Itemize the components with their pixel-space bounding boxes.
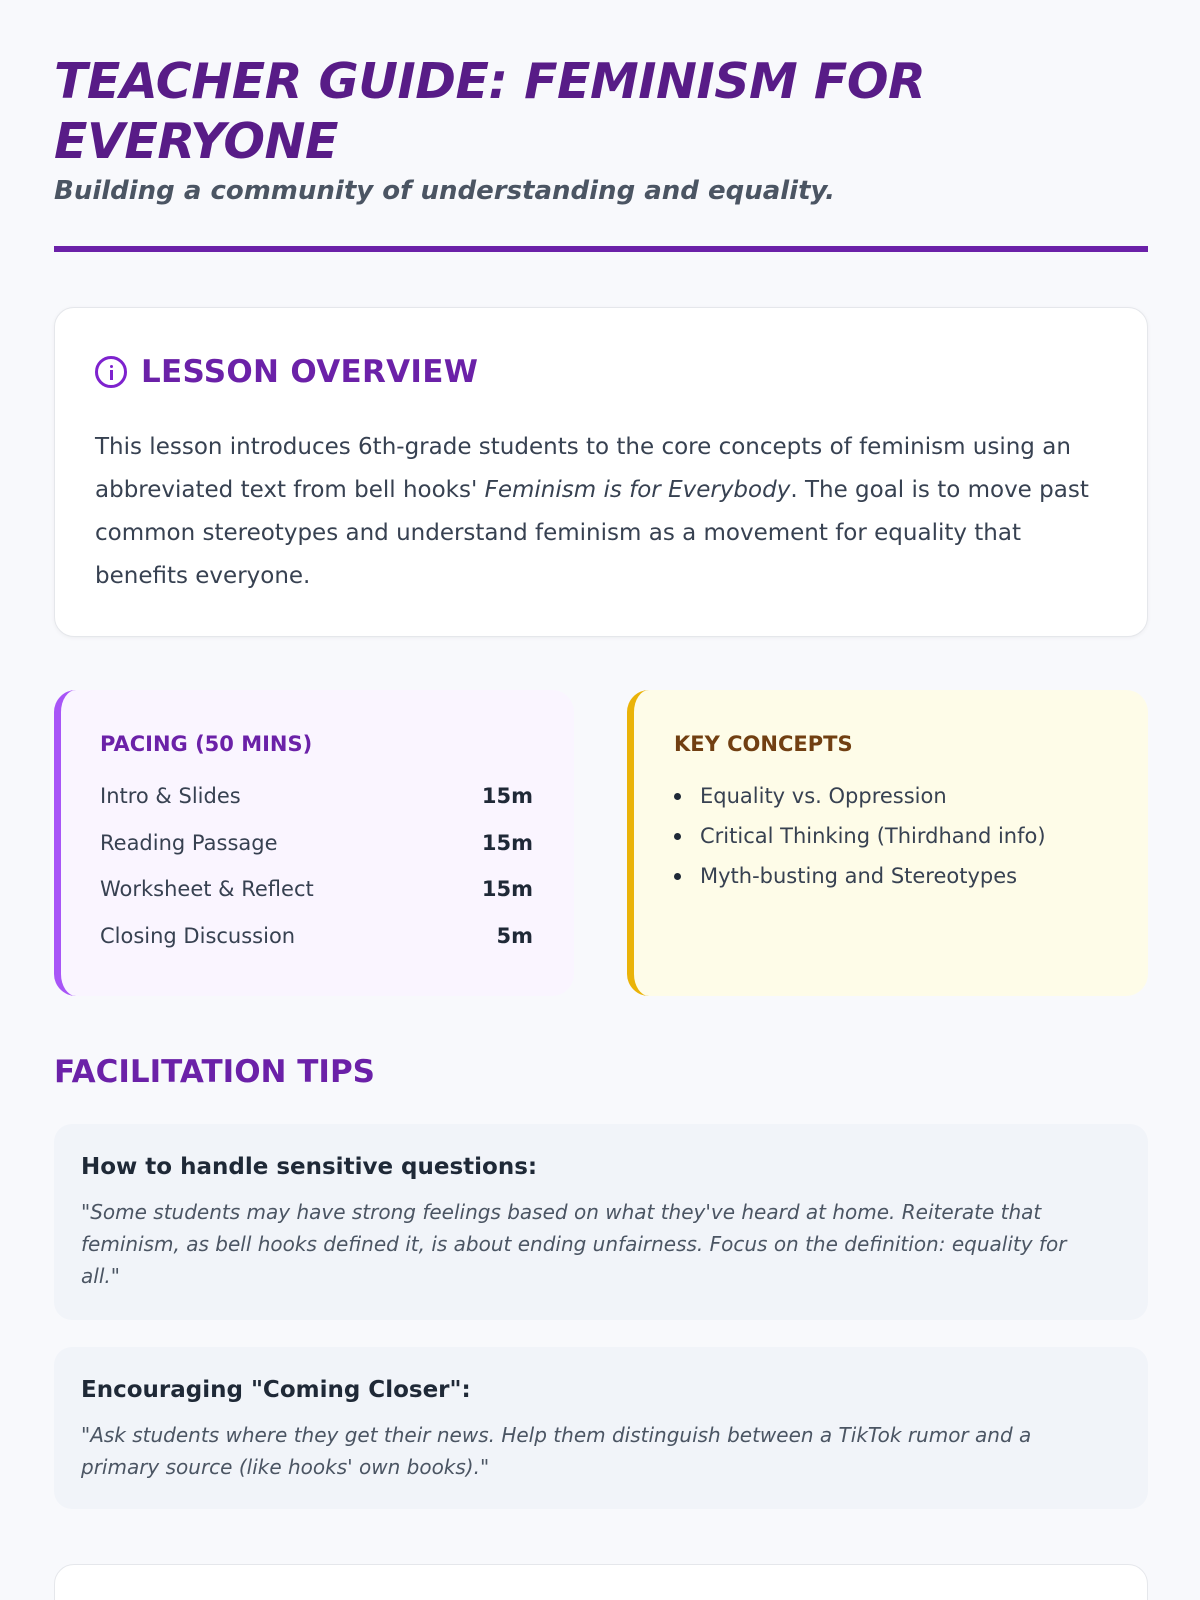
pacing-title: PACING (50 MINS) (100, 732, 313, 756)
tip-body: "Some students may have strong feelings based on what they've heard at home. Reiterate that feminism, as bell hooks defined it, is about ending unfairness. Focus on the definition: equality for all." (81, 1200, 1067, 1288)
concept-text: Myth-busting and Stereotypes (700, 864, 1018, 888)
facilitation-tips-title: FACILITATION TIPS (54, 1054, 376, 1090)
pacing-row (100, 784, 533, 808)
key-concepts-title: KEY CONCEPTS (674, 732, 853, 756)
lesson-overview-header (95, 354, 478, 390)
info-icon (95, 356, 127, 388)
bullet-icon (674, 793, 681, 800)
concept-text: Critical Thinking (Thirdhand info) (700, 824, 1046, 848)
book-title: Feminism is for Everybody (484, 477, 791, 503)
pacing-activity: Reading Passage (100, 831, 278, 855)
concept-item (674, 824, 1046, 848)
lesson-overview-text (95, 426, 1115, 598)
concept-item (674, 864, 1017, 888)
pacing-duration: 15m (481, 784, 533, 808)
header-divider (54, 246, 1148, 252)
pacing-activity: Intro & Slides (100, 784, 241, 808)
pacing-card (54, 690, 574, 996)
tip-card (54, 1347, 1148, 1509)
tip-heading: Encouraging "Coming Closer": (81, 1377, 471, 1403)
pacing-row (100, 831, 533, 855)
pacing-duration: 15m (481, 877, 533, 901)
concept-text: Equality vs. Oppression (700, 784, 947, 808)
overview-text-end: . The goal is to move past common stereotypes and understand feminism as a movement for equality that benefits everyone. (95, 477, 1089, 589)
bullet-icon (674, 873, 681, 880)
tip-heading: How to handle sensitive questions: (81, 1154, 538, 1180)
page-title: TEACHER GUIDE: FEMINISM FOR EVERYONE (54, 53, 926, 170)
bullet-icon (674, 833, 681, 840)
overview-text-start: This lesson introduces 6th-grade students to the core concepts of feminism using an abbreviated text from bell hooks' (95, 434, 1071, 503)
pacing-duration: 15m (481, 831, 533, 855)
lesson-overview-title: LESSON OVERVIEW (141, 354, 479, 390)
key-concepts-card (627, 690, 1148, 996)
pacing-duration: 5m (496, 924, 533, 948)
next-section-card (54, 1564, 1148, 1600)
concept-item (674, 784, 947, 808)
pacing-row (100, 924, 533, 948)
lesson-overview-card (54, 307, 1148, 637)
pacing-activity: Closing Discussion (100, 924, 296, 948)
tip-card (54, 1124, 1148, 1320)
pacing-row (100, 877, 533, 901)
page-subtitle: Building a community of understanding and equality. (54, 176, 835, 206)
tip-body: "Ask students where they get their news. Help them distinguish between a TikTok rumor and a primary source (like hooks' own books)." (81, 1423, 1032, 1479)
pacing-activity: Worksheet & Reflect (100, 877, 314, 901)
